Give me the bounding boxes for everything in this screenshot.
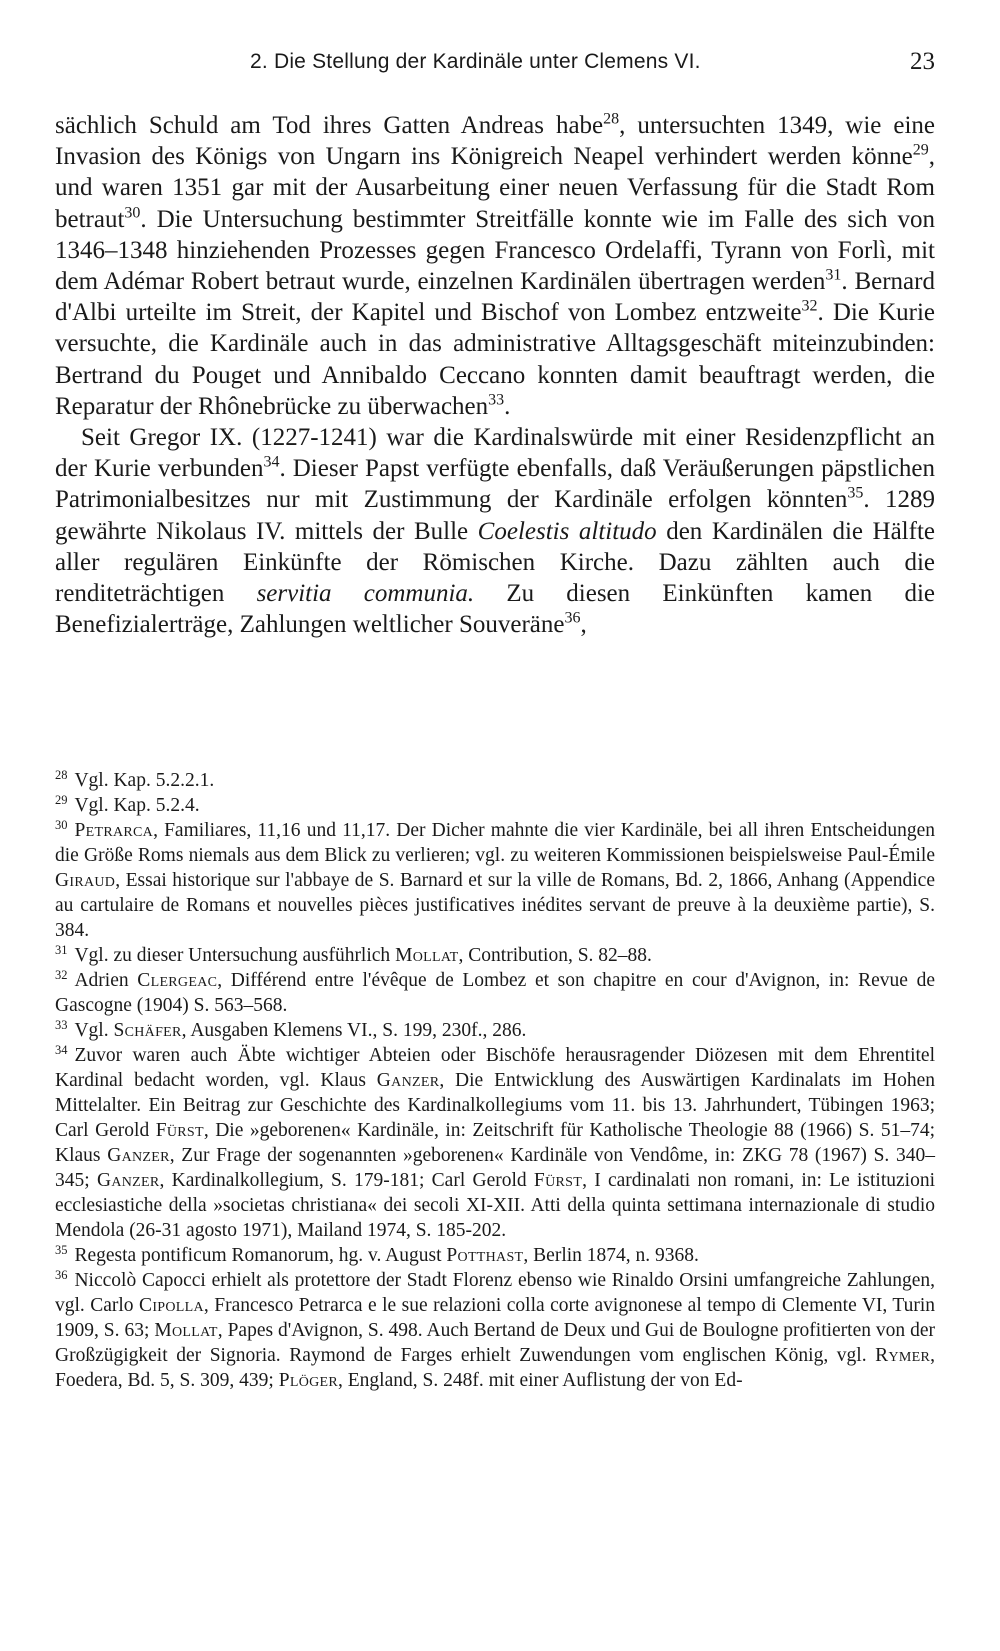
author-name: Giraud xyxy=(55,870,116,891)
paragraph xyxy=(55,422,935,640)
footnote-number: 32 xyxy=(55,967,68,982)
text-run: , Foedera, Bd. 5, S. 309, 439; xyxy=(55,1345,935,1391)
footnote-ref: 30 xyxy=(124,204,141,222)
author-name: Fürst xyxy=(155,1120,204,1141)
author-name: Fürst xyxy=(533,1170,583,1191)
text-run: . xyxy=(504,392,511,420)
italic-text: Coelestis altitudo xyxy=(477,517,657,545)
text-run: , xyxy=(580,611,587,639)
text-run: den Kardinälen die Hälfte aller regulären Einkünfte der Römischen Kirche. Dazu zählten auch die renditeträchtigen xyxy=(55,517,935,608)
author-name: Clergeac xyxy=(137,970,218,991)
text-run: . Die Untersuchung bestimmter Streitfälle konnte wie im Falle des sich von 1346–1348 hinziehenden Prozesses gegen Francesco Ordelaffi, Tyrann von Forlì, mit dem Adémar Robert betraut wurde, einzelnen Kardinälen übertragen werden xyxy=(55,205,935,296)
text-run: , Contribution, S. 82–88. xyxy=(458,945,652,966)
text-run: , Zur Frage der sogenannten »geborenen« Kardinäle von Vendôme, in: ZKG 78 (1967) S. 340–345; xyxy=(55,1145,935,1191)
text-run: Adrien xyxy=(74,970,138,991)
footnote-number: 33 xyxy=(55,1017,68,1032)
text-run: , und waren 1351 gar mit der Ausarbeitung einer neuen Verfassung für die Stadt Rom betraut xyxy=(55,143,935,233)
footnote xyxy=(55,1018,935,1043)
footnote xyxy=(55,793,935,818)
text-run: . Dieser Papst verfügte ebenfalls, daß Veräußerungen päpstlichen Patrimonialbesitzes nur mit Zustimmung der Kardinäle erfolgen könnten xyxy=(55,455,935,514)
footnote-number: 35 xyxy=(55,1242,68,1257)
text-run: Niccolò Capocci erhielt als protettore der Stadt Florenz ebenso wie Rinaldo Orsini umfangreiche Zahlungen, vgl. Carlo xyxy=(55,1270,935,1316)
footnote xyxy=(55,943,935,968)
footnote xyxy=(55,968,935,1018)
text-run: , Essai historique sur l'abbaye de S. Barnard et sur la ville de Romans, Bd. 2, 1866, Anhang (Appendice au cartulaire de Romans et nouvelles pièces justificatives inédites servant de preuve à la deuxième partie), S. 384. xyxy=(55,870,935,941)
footnote-number: 30 xyxy=(55,817,68,832)
footnote xyxy=(55,1243,935,1268)
main-text xyxy=(55,110,935,640)
page-number: 23 xyxy=(910,48,935,75)
author-name: Plöger xyxy=(278,1370,339,1391)
author-name: Mollat xyxy=(395,945,459,966)
text-run: , Papes d'Avignon, S. 498. Auch Bertand de Deux und Gui de Boulogne profitierten von der Großzügigkeit der Signoria. Raymond de Farges erhielt Zuwendungen vom englischen König, vgl. xyxy=(55,1320,936,1366)
text-run: , England, S. 248f. mit einer Auflistung der von Ed- xyxy=(338,1370,743,1391)
footnote-ref: 28 xyxy=(603,110,620,128)
text-run: Zu diesen Einkünften kamen die Benefizialerträge, Zahlungen weltlicher Souveräne xyxy=(55,580,935,639)
text-run: Vgl. Kap. 5.2.2.1. xyxy=(74,770,215,791)
text-run: Vgl. xyxy=(74,1020,114,1041)
running-title: 2. Die Stellung der Kardinäle unter Clemens VI. xyxy=(250,50,701,73)
footnote xyxy=(55,818,935,943)
author-name: Cipolla xyxy=(139,1295,204,1316)
author-name: Ganzer xyxy=(376,1070,440,1091)
text-run: , I cardinalati non romani, in: Le istituzioni ecclesiastiche della »societas christiana« dei secoli XI-XII. Atti della quinta settimana internazionale di studio Mendola (26-31 agosto 1971), Mailand 1974, S. 185-202. xyxy=(55,1170,936,1241)
text-run: Vgl. Kap. 5.2.4. xyxy=(74,795,200,816)
footnote-number: 36 xyxy=(55,1267,68,1282)
footnote-number: 31 xyxy=(55,942,68,957)
paragraph xyxy=(55,110,935,422)
text-run: . Die Kurie versuchte, die Kardinäle auch in das administrative Alltagsgeschäft miteinzubinden: Bertrand du Pouget und Annibaldo Ceccano konnten damit beauftragt werden, die Reparatur der Rhônebrücke zu überwachen xyxy=(55,299,935,420)
footnote-number: 34 xyxy=(55,1042,68,1057)
footnote-number: 28 xyxy=(55,767,68,782)
footnote xyxy=(55,1043,935,1243)
footnote xyxy=(55,1268,935,1393)
author-name: Rymer xyxy=(875,1345,931,1366)
footnote-number: 29 xyxy=(55,792,68,807)
text-run: Vgl. zu dieser Untersuchung ausführlich xyxy=(74,945,396,966)
text-run: Seit Gregor IX. (1227-1241) war die Kardinalswürde mit einer Residenzpflicht an der Kurie verbunden xyxy=(55,424,935,483)
footnote xyxy=(55,768,935,793)
text-run: , Die »geborenen« Kardinäle, in: Zeitschrift für Katholische Theologie 88 (1966) S. 51–74; Klaus xyxy=(55,1120,936,1166)
text-run: , Francesco Petrarca e le sue relazioni colla corte avignonese al tempo di Clemente VI, Turin 1909, S. 63; xyxy=(55,1295,935,1341)
author-name: Mollat xyxy=(154,1320,218,1341)
author-name: Ganzer xyxy=(96,1170,160,1191)
text-run: Zuvor waren auch Äbte wichtiger Abteien oder Bischöfe herausragender Diözesen mit dem Ehrentitel Kardinal bedacht worden, vgl. Klaus xyxy=(55,1045,935,1091)
footnote-ref: 36 xyxy=(564,609,581,627)
text-run: , Familiares, 11,16 und 11,17. Der Dicher mahnte die vier Kardinäle, bei all ihren Entscheidungen die Größe Roms niemals aus dem Blick zu verlieren; vgl. zu weiteren Kommissionen beispielsweise Paul-Émile xyxy=(55,820,935,866)
text-run: , Différend entre l'évêque de Lombez et son chapitre en cour d'Avignon, in: Revue de Gascogne (1904) S. 563–568. xyxy=(55,970,935,1016)
author-name: Petrarca xyxy=(74,820,154,841)
text-run: , Berlin 1874, n. 9368. xyxy=(523,1245,699,1266)
text-run: . Bernard d'Albi urteilte im Streit, der Kapitel und Bischof von Lombez entzweite xyxy=(55,268,935,327)
text-run: , Die Entwicklung des Auswärtigen Kardinalats im Hohen Mittelalter. Ein Beitrag zur Geschichte des Kardinalkollegiums vom 11. bis 13. Jahrhundert, Tübingen 1963; Carl Gerold xyxy=(55,1070,936,1141)
text-run: , Kardinalkollegium, S. 179-181; Carl Gerold xyxy=(159,1170,534,1191)
text-run: , untersuchten 1349, wie eine Invasion des Königs von Ungarn ins Königreich Neapel verhindert werden könne xyxy=(55,112,936,171)
italic-text: servitia communia. xyxy=(256,580,475,608)
footnote-ref: 32 xyxy=(801,297,818,315)
text-run: Regesta pontificum Romanorum, hg. v. August xyxy=(74,1245,447,1266)
author-name: Potthast xyxy=(446,1245,524,1266)
running-head xyxy=(55,50,935,80)
author-name: Schäfer xyxy=(113,1020,182,1041)
text-run: . 1289 gewährte Nikolaus IV. mittels der Bulle xyxy=(55,486,936,545)
footnote-ref: 33 xyxy=(488,391,505,409)
text-run: sächlich Schuld am Tod ihres Gatten Andreas habe xyxy=(55,112,604,139)
text-run: , Ausgaben Klemens VI., S. 199, 230f., 286. xyxy=(181,1020,527,1041)
footnote-ref: 35 xyxy=(847,485,864,503)
footnote-ref: 31 xyxy=(825,266,842,284)
footnotes xyxy=(55,768,935,1393)
author-name: Ganzer xyxy=(107,1145,170,1166)
footnote-ref: 29 xyxy=(912,141,929,159)
footnote-ref: 34 xyxy=(263,453,280,471)
